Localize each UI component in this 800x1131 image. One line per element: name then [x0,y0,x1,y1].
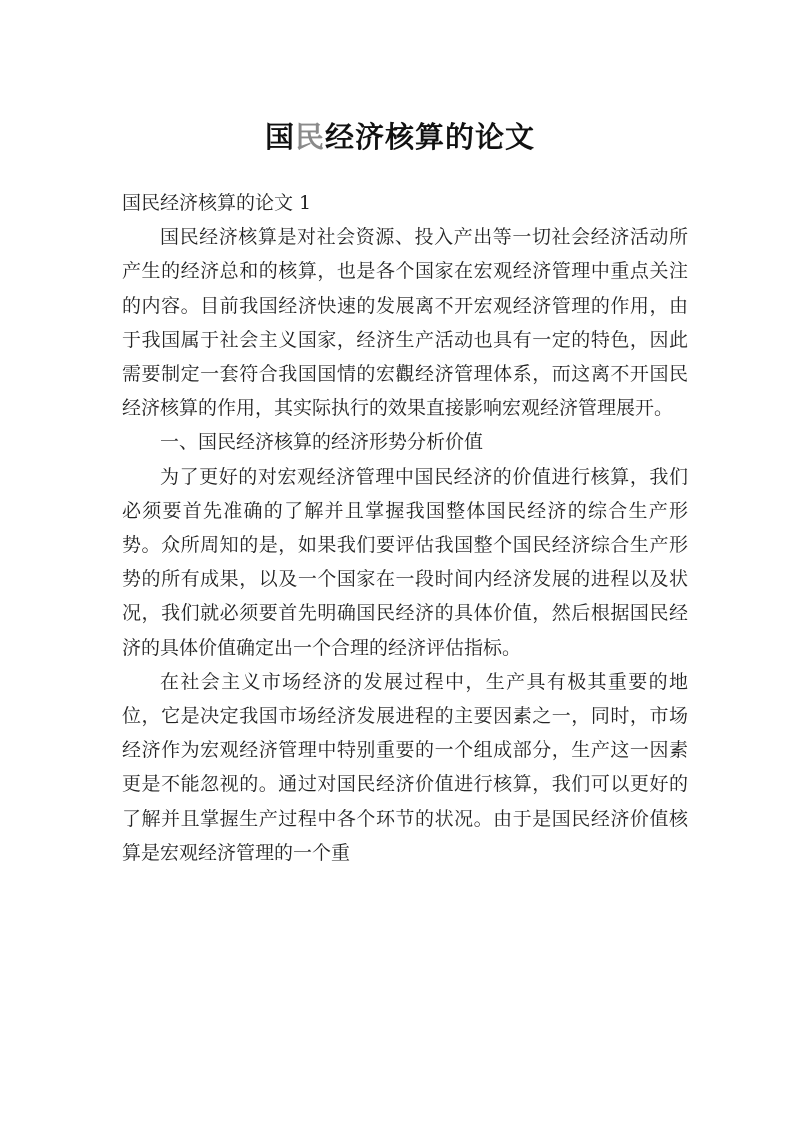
section-label: 国民经济核算的论文 1 [122,192,312,214]
document-body [122,186,688,870]
paragraph-1: 国民经济核算是对社会资源、投入产出等一切社会经济活动所产生的经济总和的核算，也是各个国家在宏观经济管理中重点关注的内容。目前我国经济快速的发展离不开宏观经济管理的作用，由于我国属于社会主义国家，经济生产活动也具有一定的特色，因此需要制定一套符合我国国情的宏觀经济管理体系，而这离不开国民经济核算的作用，其实际执行的效果直接影响宏观经济管理展开。 [122,226,688,420]
paragraph-2: 为了更好的对宏观经济管理中国民经济的价值进行核算，我们必须要首先准确的了解并且掌握我国整体国民经济的综合生产形势。众所周知的是，如果我们要评估我国整个国民经济综合生产形势的所有成果，以及一个国家在一段时间内经济发展的进程以及状况，我们就必须要首先明确国民经济的具体价值，然后根据国民经济的具体价值确定出一个合理的经济评估指标。 [122,465,688,659]
paragraph-3: 在社会主义市场经济的发展过程中，生产具有极其重要的地位，它是决定我国市场经济发展进程的主要因素之一，同时，市场经济作为宏观经济管理中特别重要的一个组成部分，生产这一因素更是不能忽视的。通过对国民经济价值进行核算，我们可以更好的了解并且掌握生产过程中各个环节的状况。由于是国民经济价值核算是宏观经济管理的一个重 [122,670,688,864]
title-highlight: 民 [294,120,325,155]
section-heading-1: 一、国民经济核算的经济形势分析价值 [160,431,484,454]
title-part-3: 经济核算的论文 [325,120,536,155]
document-title [0,117,800,157]
title-part-1: 国 [264,120,295,155]
